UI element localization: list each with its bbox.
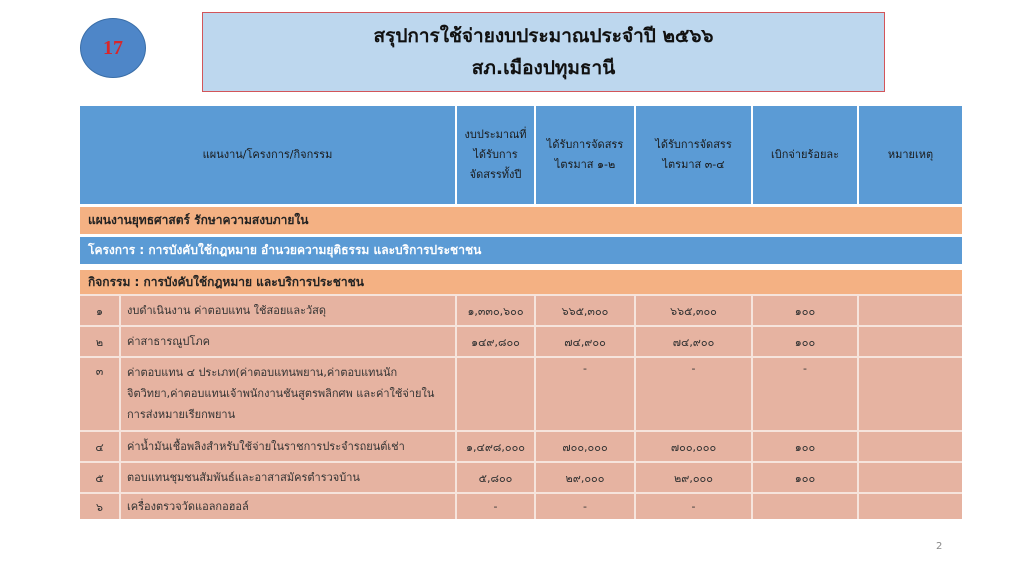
table-row [80,356,962,430]
header-budget: งบประมาณที่ได้รับการจัดสรรทั้งปี [457,106,536,204]
title-line-2: สภ.เมืองปทุมธานี [471,57,616,79]
row-item: ค่าสาธารณูปโภค [121,325,457,356]
row-number: ๔ [80,430,121,461]
row-q34: ๗๔,๙๐๐ [636,325,753,356]
row-budget: ๑,๔๙๘,๐๐๐ [457,430,536,461]
row-percent: ๑๐๐ [753,325,859,356]
title-box [202,12,885,92]
row-q12: ๗๔,๙๐๐ [536,325,636,356]
slide-number: 17 [103,36,123,59]
row-budget [457,356,536,430]
row-q12: ๖๖๕,๓๐๐ [536,294,636,325]
header-percent: เบิกจ่ายร้อยละ [753,106,859,204]
header-plan: แผนงาน/โครงการ/กิจกรรม [80,106,457,204]
header-note: หมายเหตุ [859,106,962,204]
row-percent: ๑๐๐ [753,430,859,461]
activity-row [80,270,962,294]
row-percent: ๑๐๐ [753,461,859,492]
row-percent: ๑๐๐ [753,294,859,325]
row-q34: ๒๙,๐๐๐ [636,461,753,492]
row-item: ค่าตอบแทน ๔ ประเภท(ค่าตอบแทนพยาน,ค่าตอบแทนนักจิตวิทยา,ค่าตอบแทนเจ้าพนักงานชันสูตรพลิกศพ และค่าใช้จ่ายในการส่งหมายเรียกพยาน [121,356,457,430]
row-item: งบดำเนินงาน ค่าตอบแทน ใช้สอยและวัสดุ [121,294,457,325]
row-q34: - [636,492,753,519]
table-row [80,461,962,492]
row-budget: ๕,๘๐๐ [457,461,536,492]
row-number: ๑ [80,294,121,325]
row-note [859,294,962,325]
row-number: ๓ [80,356,121,430]
row-item: ตอบแทนชุมชนสัมพันธ์และอาสาสมัครตำรวจบ้าน [121,461,457,492]
project-row [80,237,962,264]
header-q12: ได้รับการจัดสรรไตรมาส ๑-๒ [536,106,636,204]
row-percent [753,492,859,519]
row-q12: - [536,492,636,519]
table-row [80,294,962,325]
table-header-row [80,106,962,204]
row-item: เครื่องตรวจวัดแอลกอฮอล์ [121,492,457,519]
row-note [859,430,962,461]
row-number: ๖ [80,492,121,519]
row-note [859,492,962,519]
header-q34: ได้รับการจัดสรรไตรมาส ๓-๔ [636,106,753,204]
table-row [80,430,962,461]
project-label: โครงการ : การบังคับใช้กฎหมาย อำนวยความยุติธรรม และบริการประชาชน [80,237,962,264]
row-number: ๕ [80,461,121,492]
row-percent: - [753,356,859,430]
row-note [859,461,962,492]
row-note [859,356,962,430]
activity-label: กิจกรรม : การบังคับใช้กฎหมาย และบริการประชาชน [80,270,962,294]
row-q12: ๒๙,๐๐๐ [536,461,636,492]
row-item: ค่าน้ำมันเชื้อพลิงสำหรับใช้จ่ายในราชการประจำรถยนต์เช่า [121,430,457,461]
plan-label: แผนงานยุทธศาสตร์ รักษาความสงบภายใน [80,207,962,234]
title-line-1: สรุปการใช้จ่ายงบประมาณประจำปี ๒๕๖๖ [373,25,714,47]
row-q34: ๗๐๐,๐๐๐ [636,430,753,461]
budget-table [80,106,962,519]
row-budget: ๑,๓๓๐,๖๐๐ [457,294,536,325]
row-q12: ๗๐๐,๐๐๐ [536,430,636,461]
row-budget: - [457,492,536,519]
row-q34: - [636,356,753,430]
slide-number-badge [80,18,146,78]
plan-row [80,207,962,234]
table-row [80,492,962,519]
row-q12: - [536,356,636,430]
row-q34: ๖๖๕,๓๐๐ [636,294,753,325]
row-number: ๒ [80,325,121,356]
row-budget: ๑๔๙,๘๐๐ [457,325,536,356]
page-number: 2 [936,541,943,552]
table-row [80,325,962,356]
row-note [859,325,962,356]
